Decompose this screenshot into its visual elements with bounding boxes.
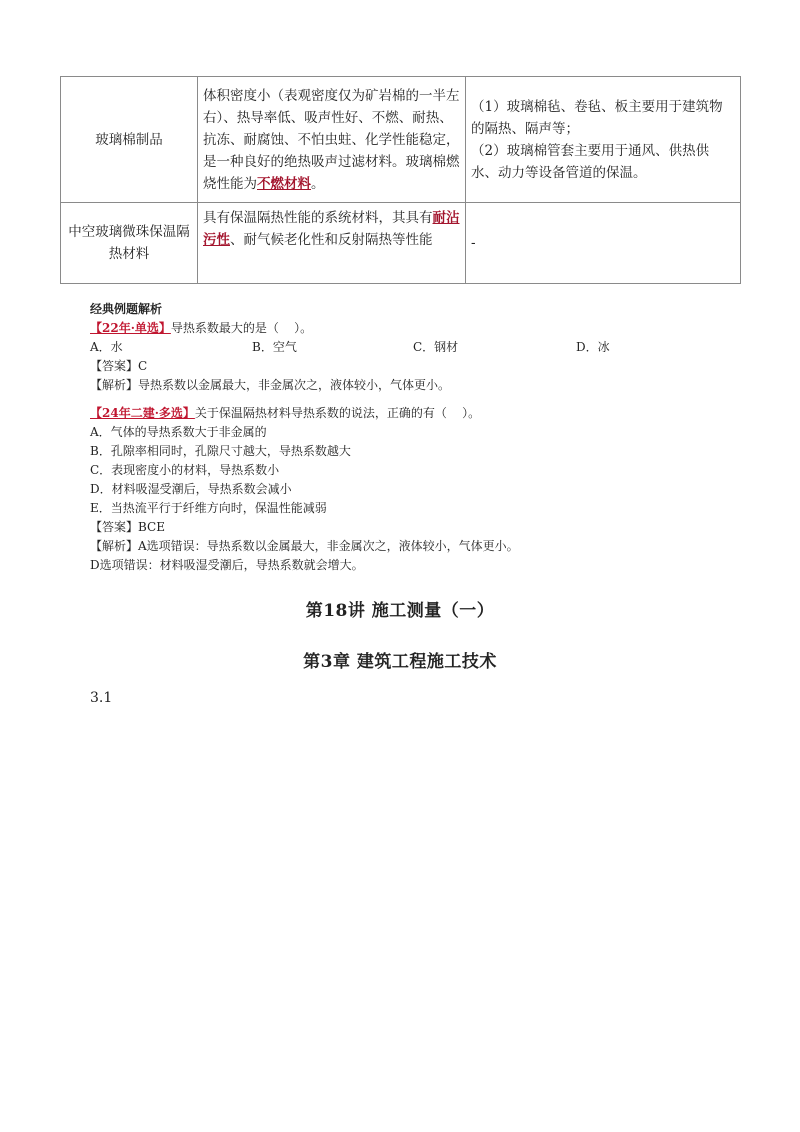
option-d: D．冰 <box>576 340 610 354</box>
analysis: 【解析】A选项错误：导热系数以金属最大，非金属次之，液体较小，气体更小。 <box>90 539 519 553</box>
option-c: C．钢材 <box>413 340 459 354</box>
answer: 【答案】C <box>90 359 148 373</box>
highlight-term: 耐沾污性 <box>203 210 460 248</box>
material-table <box>60 76 741 284</box>
options-row <box>90 338 730 357</box>
answer: 【答案】BCE <box>90 520 165 534</box>
analysis-d: D选项错误：材料吸湿受潮后，导热系数就会增大。 <box>90 558 364 572</box>
chapter-title: 第3章 建筑工程施工技术 <box>303 652 497 672</box>
question-tag: 【24年二建·多选】 <box>90 406 195 420</box>
analysis: 【解析】导热系数以金属最大，非金属次之，液体较小，气体更小。 <box>90 378 451 392</box>
examples-heading: 经典例题解析 <box>90 302 163 316</box>
question-text: 关于保温隔热材料导热系数的说法，正确的有（ ）。 <box>194 406 481 420</box>
example-question-2 <box>90 404 730 575</box>
question-text: 导热系数最大的是（ ）。 <box>170 321 313 335</box>
option-b: B．孔隙率相同时，孔隙尺寸越大，导热系数越大 <box>90 444 351 458</box>
option-e: E．当热流平行于纤维方向时，保温性能减弱 <box>90 501 327 515</box>
example-question-1 <box>90 300 730 395</box>
section-number: 3.1 <box>90 690 113 706</box>
option-d: D．材料吸湿受潮后，导热系数会减小 <box>90 482 292 496</box>
material-name: 玻璃棉制品 <box>61 77 198 203</box>
option-a: A．气体的导热系数大于非金属的 <box>90 425 267 439</box>
table-row <box>61 203 741 284</box>
option-b: B．空气 <box>252 340 297 354</box>
material-name: 中空玻璃微珠保温隔热材料 <box>61 203 198 284</box>
material-description: 体积密度小（表观密度仅为矿岩棉的一半左右）、热导率低、吸声性好、不燃、耐热、抗冻、耐腐蚀、不怕虫蛀、化学性能稳定，是一种良好的绝热吸声过滤材料。玻璃棉燃烧性能为不燃材料。 <box>198 77 466 203</box>
material-usage: - <box>466 203 741 284</box>
question-tag: 【22年·单选】 <box>90 321 171 335</box>
table-row <box>61 77 741 203</box>
material-description: 具有保温隔热性能的系统材料，其具有耐沾污性、耐气候老化性和反射隔热等性能 <box>198 203 466 284</box>
option-a: A．水 <box>90 340 123 354</box>
highlight-term: 不燃材料 <box>257 175 311 192</box>
material-usage: （1）玻璃棉毡、卷毡、板主要用于建筑物的隔热、隔声等； （2）玻璃棉管套主要用于通风、供热供水、动力等设备管道的保温。 <box>466 77 741 203</box>
option-c: C．表现密度小的材料，导热系数小 <box>90 463 280 477</box>
lecture-title: 第18讲 施工测量（一） <box>305 601 495 621</box>
